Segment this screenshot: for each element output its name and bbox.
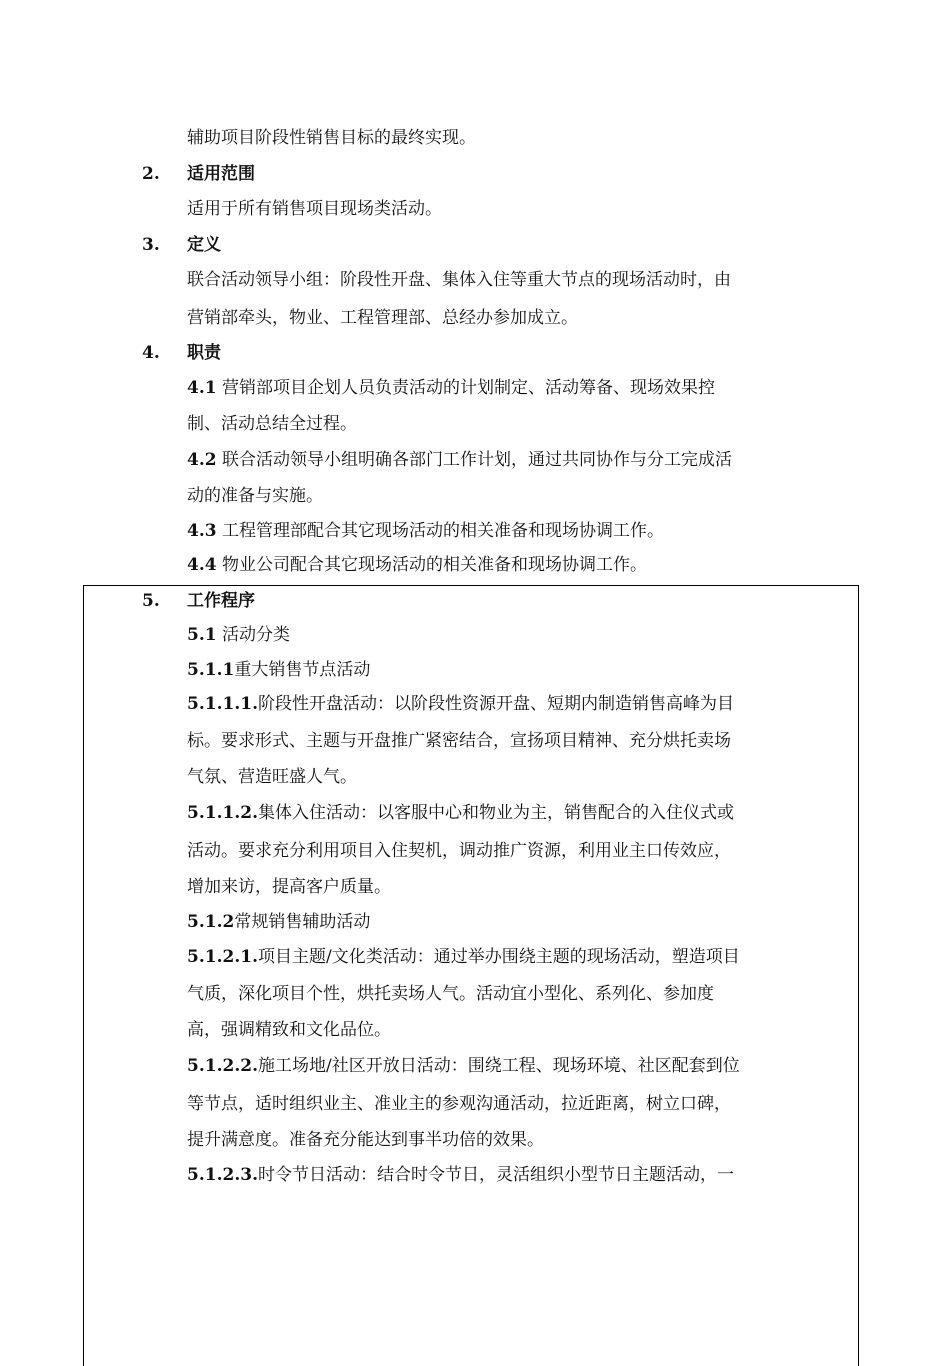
text-line: 活动。要求充分利用项目入住契机，调动推广资源，利用业主口传效应，	[187, 841, 731, 861]
clause-text: 物业公司配合其它现场活动的相关准备和现场协调工作。	[216, 555, 647, 575]
section-heading-duties: 职责	[187, 343, 221, 363]
clause-number: 4.2	[187, 450, 217, 470]
clause-number: 5.1.1	[187, 660, 235, 680]
text-line: 标。要求形式、主题与开盘推广紧密结合，宣扬项目精神、充分烘托卖场	[187, 731, 731, 751]
text-line: 等节点，适时组织业主、准业主的参观沟通活动，拉近距离，树立口碑，	[187, 1094, 731, 1114]
clause-number: 4.1	[187, 378, 217, 398]
clause-text: 常规销售辅助活动	[234, 912, 371, 932]
clause-text: 活动分类	[216, 625, 290, 645]
paragraph-5-1-2	[187, 911, 370, 933]
section-number: 3.	[142, 235, 160, 255]
clause-text: 重大销售节点活动	[234, 660, 371, 680]
clause-number: 5.1	[187, 625, 217, 645]
paragraph-5-1-1-2	[187, 802, 734, 824]
paragraph-5-1-1-1	[187, 693, 734, 715]
paragraph-4-1	[187, 377, 715, 399]
clause-text: 营销部项目企划人员负责活动的计划制定、活动筹备、现场效果控	[216, 378, 715, 398]
text-line: 营销部牵头，物业、工程管理部、总经办参加成立。	[187, 308, 578, 328]
clause-text: 项目主题/文化类活动：通过举办围绕主题的现场活动，塑造项目	[258, 947, 740, 967]
text-line: 气氛、营造旺盛人气。	[187, 767, 357, 787]
text-line: 制、活动总结全过程。	[187, 414, 357, 434]
section-number: 2.	[142, 164, 160, 184]
paragraph-5-1-2-1	[187, 946, 740, 968]
text-line: 适用于所有销售项目现场类活动。	[187, 199, 442, 219]
text-line: 提升满意度。准备充分能达到事半功倍的效果。	[187, 1130, 544, 1150]
text-line: 动的准备与实施。	[187, 486, 323, 506]
section-heading-scope: 适用范围	[187, 164, 255, 184]
paragraph-5-1-1	[187, 659, 370, 681]
clause-text: 阶段性开盘活动：以阶段性资源开盘、短期内制造销售高峰为目	[258, 694, 734, 714]
clause-number: 5.1.2.2.	[187, 1056, 258, 1076]
text-line: 气质，深化项目个性，烘托卖场人气。活动宜小型化、系列化、参加度	[187, 984, 714, 1004]
clause-number: 5.1.2.1.	[187, 947, 258, 967]
text-line: 增加来访，提高客户质量。	[187, 877, 391, 897]
paragraph-4-2	[187, 449, 732, 471]
paragraph-5-1	[187, 624, 290, 646]
section-heading-procedure: 工作程序	[187, 591, 255, 611]
clause-number: 5.1.2.3.	[187, 1165, 258, 1185]
clause-number: 5.1.1.2.	[187, 803, 258, 823]
clause-text: 联合活动领导小组明确各部门工作计划，通过共同协作与分工完成活	[216, 450, 732, 470]
clause-text: 集体入住活动：以客服中心和物业为主，销售配合的入住仪式或	[258, 803, 734, 823]
clause-number: 5.1.1.1.	[187, 694, 258, 714]
paragraph-4-3	[187, 520, 664, 542]
paragraph-5-1-2-3	[187, 1164, 734, 1186]
clause-text: 工程管理部配合其它现场活动的相关准备和现场协调工作。	[216, 521, 664, 541]
clause-number: 4.3	[187, 521, 217, 541]
clause-text: 时令节日活动：结合时令节日，灵活组织小型节日主题活动，一	[258, 1165, 734, 1185]
paragraph-4-4	[187, 554, 647, 576]
text-line: 高，强调精致和文化品位。	[187, 1020, 391, 1040]
section-number: 5.	[142, 591, 160, 611]
table-rule-right-ext	[818, 585, 857, 586]
clause-text: 施工场地/社区开放日活动：围绕工程、现场环境、社区配套到位	[258, 1056, 740, 1076]
text-line: 辅助项目阶段性销售目标的最终实现。	[187, 128, 476, 148]
section-number: 4.	[142, 343, 160, 363]
clause-number: 5.1.2	[187, 912, 235, 932]
text-line: 联合活动领导小组：阶段性开盘、集体入住等重大节点的现场活动时，由	[187, 270, 731, 290]
section-heading-definition: 定义	[187, 235, 221, 255]
clause-number: 4.4	[187, 555, 217, 575]
paragraph-5-1-2-2	[187, 1055, 740, 1077]
